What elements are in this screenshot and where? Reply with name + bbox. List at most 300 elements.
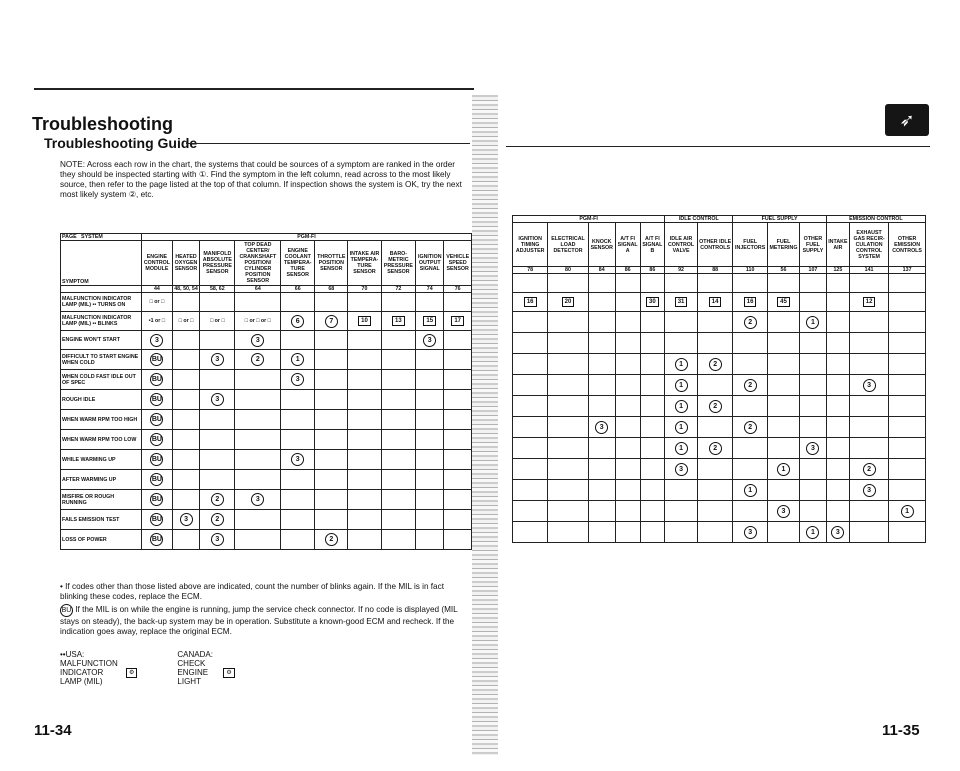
rank-cell — [640, 417, 665, 438]
rank-cell — [733, 293, 767, 312]
rank-cell — [615, 375, 640, 396]
rank-cell — [665, 459, 698, 480]
rank-cell — [665, 480, 698, 501]
rank-cell — [281, 293, 315, 312]
left-col-head: HEATED OXYGEN SENSOR — [172, 241, 199, 286]
right-page-ref: 107 — [800, 267, 827, 274]
rank-cell — [348, 410, 381, 430]
rank-cell — [849, 480, 888, 501]
rank-cell — [767, 522, 799, 543]
rank-cell — [381, 450, 416, 470]
rank-cell — [889, 480, 926, 501]
rank-cell — [513, 501, 548, 522]
rank-cell — [315, 530, 348, 550]
rank-cell — [513, 293, 548, 312]
rank-cell: □ or □ or □ — [235, 312, 281, 331]
rank-cell — [200, 293, 235, 312]
lamp-legend — [60, 650, 235, 686]
rank-cell — [444, 530, 472, 550]
rank-cell — [172, 450, 199, 470]
symptom-cell: WHEN WARM RPM TOO LOW — [61, 430, 142, 450]
rank-cell — [348, 470, 381, 490]
rank-cell — [767, 312, 799, 333]
footnote-1: • If codes other than those listed above are indicated, count the number of blinks again. If the MIL is in fact blinking these codes, replace the ECM. — [60, 582, 444, 601]
rank-cell — [513, 459, 548, 480]
table-row — [513, 501, 926, 522]
rank-cell — [826, 312, 849, 333]
rank-cell — [315, 370, 348, 390]
table-row — [61, 312, 472, 331]
rank-mark: 2 — [251, 353, 264, 366]
rank-cell — [800, 312, 827, 333]
right-page-row — [513, 267, 926, 274]
rank-cell — [142, 390, 173, 410]
rank-cell — [513, 396, 548, 417]
rank-cell — [172, 430, 199, 450]
right-page-ref: 80 — [548, 267, 588, 274]
rank-cell — [733, 312, 767, 333]
backup-mark: BU — [150, 433, 163, 446]
rank-cell — [416, 470, 444, 490]
rank-mark: 1 — [806, 526, 819, 539]
footnote-2-text: If the MIL is on while the engine is running, jump the service check connector. If no code is displayed (MIL stays on steady), the back-up system may be in operation. Substitute a known-good ECM and recheck. If the indication goes away, replace the original ECM. — [60, 605, 458, 636]
symptom-cell: MALFUNCTION INDICATOR LAMP (MIL) •• BLINKS — [61, 312, 142, 331]
rank-cell — [665, 274, 698, 293]
rank-mark: 1 — [901, 505, 914, 518]
rank-cell — [615, 459, 640, 480]
rank-cell — [849, 417, 888, 438]
rank-cell — [444, 410, 472, 430]
rank-cell — [281, 312, 315, 331]
rank-cell — [381, 390, 416, 410]
rank-cell — [849, 438, 888, 459]
right-col-head: OTHER FUEL SUPPLY — [800, 223, 827, 267]
rank-cell — [588, 438, 615, 459]
left-col-head: MANIFOLD ABSOLUTE PRESSURE SENSOR — [200, 241, 235, 286]
footnote-1-text: If codes other than those listed above are indicated, count the number of blinks again. If the MIL is in fact blinking these codes, replace the ECM. — [60, 582, 444, 601]
rank-cell — [889, 274, 926, 293]
rank-cell — [826, 417, 849, 438]
rank-mark: 1 — [675, 442, 688, 455]
table-row — [513, 312, 926, 333]
right-group-row — [513, 216, 926, 223]
rank-cell — [615, 396, 640, 417]
page-number-right: 11-35 — [882, 722, 920, 739]
rank-cell — [665, 293, 698, 312]
rank-cell — [826, 274, 849, 293]
rank-cell — [767, 375, 799, 396]
rank-cell — [200, 530, 235, 550]
left-col-head: ENGINE COOLANT TEMPERA- TURE SENSOR — [281, 241, 315, 286]
rank-cell — [588, 480, 615, 501]
rank-cell — [767, 501, 799, 522]
code-mark: 13 — [392, 316, 405, 326]
table-row — [61, 331, 472, 350]
rank-cell — [416, 331, 444, 350]
rank-cell — [281, 450, 315, 470]
rank-cell — [200, 331, 235, 350]
rank-cell — [588, 396, 615, 417]
rank-cell — [315, 450, 348, 470]
left-col-head: BARO- METRIC PRESSURE SENSOR — [381, 241, 416, 286]
table-row — [513, 274, 926, 293]
rank-cell — [142, 490, 173, 510]
rank-cell — [348, 490, 381, 510]
rank-cell — [767, 396, 799, 417]
backup-mark: BU — [150, 353, 163, 366]
right-col-head: FUEL METERING — [767, 223, 799, 267]
rank-cell — [640, 354, 665, 375]
rank-cell — [235, 331, 281, 350]
rank-cell — [826, 522, 849, 543]
rank-mark: 2 — [709, 442, 722, 455]
page-title: Troubleshooting — [32, 114, 173, 134]
right-col-head: OTHER EMISSION CONTROLS — [889, 223, 926, 267]
rank-cell — [800, 293, 827, 312]
rank-cell — [513, 417, 548, 438]
rank-mark: 1 — [806, 316, 819, 329]
rank-cell — [381, 530, 416, 550]
table-row — [61, 470, 472, 490]
symptom-cell: WHEN WARM RPM TOO HIGH — [61, 410, 142, 430]
blank — [61, 286, 142, 293]
backup-mark: BU — [150, 473, 163, 486]
rank-cell — [281, 510, 315, 530]
rank-cell — [142, 450, 173, 470]
rank-cell — [444, 350, 472, 370]
usa-label: ••USA: — [60, 650, 85, 659]
right-col-head: ELECTRICAL LOAD DETECTOR — [548, 223, 588, 267]
rank-cell — [381, 350, 416, 370]
rank-cell — [548, 396, 588, 417]
rank-cell — [733, 522, 767, 543]
rank-cell — [142, 331, 173, 350]
code-mark: 20 — [562, 297, 575, 307]
right-page-ref: 56 — [767, 267, 799, 274]
right-col-head: IGNITION TIMING ADJUSTER — [513, 223, 548, 267]
book-spine — [472, 95, 498, 755]
rank-cell — [281, 490, 315, 510]
rank-cell — [588, 312, 615, 333]
rank-cell — [142, 350, 173, 370]
rank-mark: 3 — [675, 463, 688, 476]
rank-cell — [200, 470, 235, 490]
rank-cell — [889, 438, 926, 459]
page-label: PAGE SYSTEM — [61, 234, 142, 241]
rank-cell — [172, 370, 199, 390]
rank-cell — [800, 396, 827, 417]
table-row — [61, 293, 472, 312]
rank-cell — [697, 333, 733, 354]
rank-cell — [889, 396, 926, 417]
right-col-head: EXHAUST GAS RECIR- CULATION CONTROL SYSTEM — [849, 223, 888, 267]
rank-cell — [697, 396, 733, 417]
rank-cell — [640, 274, 665, 293]
rank-cell — [200, 430, 235, 450]
rank-cell — [444, 293, 472, 312]
rank-cell — [235, 370, 281, 390]
right-page-ref: 88 — [697, 267, 733, 274]
rank-cell — [142, 370, 173, 390]
right-page-ref: 110 — [733, 267, 767, 274]
rank-cell — [315, 350, 348, 370]
canada-label: CANADA: — [177, 650, 213, 659]
rank-cell — [281, 331, 315, 350]
page-subtitle: Troubleshooting Guide — [44, 135, 198, 151]
rank-mark: 3 — [595, 421, 608, 434]
rank-cell — [235, 293, 281, 312]
rank-cell — [548, 480, 588, 501]
right-group: IDLE CONTROL — [665, 216, 733, 223]
left-page-ref: 68 — [315, 286, 348, 293]
rank-cell — [444, 430, 472, 450]
backup-mark: BU — [150, 413, 163, 426]
rank-cell — [444, 510, 472, 530]
rank-mark: 1 — [291, 353, 304, 366]
rank-cell — [800, 417, 827, 438]
rank-cell — [889, 312, 926, 333]
rank-cell — [849, 396, 888, 417]
table-row — [61, 530, 472, 550]
usa-legend — [60, 650, 137, 686]
engine-lamp-icon: ⚙ — [126, 668, 137, 678]
rank-cell — [889, 293, 926, 312]
rank-cell — [200, 510, 235, 530]
top-rule — [34, 88, 474, 90]
right-page-ref: 92 — [665, 267, 698, 274]
rank-mark: 3 — [806, 442, 819, 455]
rank-cell — [142, 510, 173, 530]
rank-mark: 3 — [150, 334, 163, 347]
rank-cell — [235, 390, 281, 410]
rank-mark: 1 — [675, 400, 688, 413]
code-mark: 45 — [777, 297, 790, 307]
rank-mark: 3 — [251, 334, 264, 347]
rank-cell — [889, 522, 926, 543]
rank-cell — [172, 510, 199, 530]
rank-cell — [800, 480, 827, 501]
rank-cell — [849, 274, 888, 293]
rank-cell — [548, 417, 588, 438]
rank-cell — [172, 293, 199, 312]
rank-cell — [548, 354, 588, 375]
rank-cell — [889, 417, 926, 438]
rank-cell — [513, 375, 548, 396]
left-col-row — [61, 241, 472, 286]
rank-cell — [235, 490, 281, 510]
rank-cell — [172, 470, 199, 490]
rank-cell — [665, 417, 698, 438]
rank-mark: 2 — [744, 379, 757, 392]
rank-cell — [640, 396, 665, 417]
rank-cell — [548, 501, 588, 522]
rank-cell — [615, 480, 640, 501]
rank-cell — [348, 390, 381, 410]
rank-cell — [513, 274, 548, 293]
rank-cell — [315, 430, 348, 450]
rank-cell — [315, 312, 348, 331]
rank-cell — [315, 293, 348, 312]
canada-legend — [177, 650, 234, 686]
rank-cell — [548, 293, 588, 312]
left-symptom-table — [60, 233, 472, 550]
rank-cell — [513, 312, 548, 333]
right-col-head: INTAKE AIR — [826, 223, 849, 267]
rank-cell — [200, 390, 235, 410]
rank-cell: □ or □ — [172, 312, 199, 331]
rank-cell — [800, 501, 827, 522]
left-page-ref: 48, 50, 54 — [174, 286, 198, 292]
symptom-cell: ENGINE WON'T START — [61, 331, 142, 350]
rank-cell — [416, 293, 444, 312]
rank-cell — [444, 470, 472, 490]
rank-mark: 2 — [211, 513, 224, 526]
left-col-head: IGNITION OUTPUT SIGNAL — [416, 241, 444, 286]
rank-cell — [416, 390, 444, 410]
rank-mark: 7 — [325, 315, 338, 328]
rank-cell — [281, 470, 315, 490]
rank-cell — [235, 450, 281, 470]
rank-cell — [767, 438, 799, 459]
rank-mark: 2 — [744, 316, 757, 329]
right-group: FUEL SUPPLY — [733, 216, 826, 223]
rank-cell — [513, 354, 548, 375]
rank-cell — [172, 350, 199, 370]
rank-cell — [826, 501, 849, 522]
rank-cell — [416, 530, 444, 550]
usa-lamp-label: MALFUNCTION INDICATOR LAMP (MIL) — [60, 659, 118, 686]
rank-cell — [315, 331, 348, 350]
rank-cell — [733, 375, 767, 396]
rank-mark: 3 — [423, 334, 436, 347]
rank-cell — [733, 396, 767, 417]
symptom-cell: MISFIRE OR ROUGH RUNNING — [61, 490, 142, 510]
backup-icon: BU — [60, 604, 73, 617]
rank-cell — [513, 438, 548, 459]
right-col-head: FUEL INJECTORS — [733, 223, 767, 267]
rank-cell — [548, 459, 588, 480]
rank-cell — [416, 350, 444, 370]
right-page-ref: 141 — [849, 267, 888, 274]
symptom-cell: AFTER WARMING UP — [61, 470, 142, 490]
rank-cell — [416, 312, 444, 331]
rank-cell — [444, 390, 472, 410]
code-mark: 16 — [524, 297, 537, 307]
rank-cell — [826, 375, 849, 396]
rank-cell — [381, 312, 416, 331]
rank-cell — [697, 312, 733, 333]
rank-cell — [416, 490, 444, 510]
rank-cell — [826, 480, 849, 501]
rank-cell — [640, 459, 665, 480]
rank-cell — [588, 501, 615, 522]
rank-cell — [615, 417, 640, 438]
rank-cell — [889, 354, 926, 375]
right-page-ref: 125 — [826, 267, 849, 274]
rank-cell — [826, 333, 849, 354]
table-row — [61, 510, 472, 530]
left-page-ref: 74 — [416, 286, 444, 293]
backup-mark: BU — [150, 493, 163, 506]
rank-cell — [697, 438, 733, 459]
rank-cell — [849, 312, 888, 333]
symptom-cell: MALFUNCTION INDICATOR LAMP (MIL) •• TURNS ON — [61, 293, 142, 312]
rank-cell — [640, 438, 665, 459]
right-rule — [506, 146, 930, 147]
table-row — [513, 438, 926, 459]
note-text: NOTE: Across each row in the chart, the systems that could be sources of a symptom are ranked in the order they should be inspected starting with ①. Find the symptom in the left column, read across to the most likely source, then refer to the page listed at the top of that column. If inspection shows the system is OK, try the next most likely system ②, etc. — [60, 160, 462, 199]
rank-cell — [640, 312, 665, 333]
rank-cell — [200, 490, 235, 510]
right-page-ref: 78 — [513, 267, 548, 274]
rank-cell — [588, 274, 615, 293]
rank-cell — [142, 430, 173, 450]
rank-cell — [665, 375, 698, 396]
rank-cell — [767, 459, 799, 480]
rank-cell — [733, 438, 767, 459]
rank-cell — [640, 480, 665, 501]
symptom-cell: WHILE WARMING UP — [61, 450, 142, 470]
rank-cell: •1 or □ — [142, 312, 173, 331]
rank-cell — [444, 312, 472, 331]
symptom-cell: FAILS EMISSION TEST — [61, 510, 142, 530]
rank-mark: 2 — [325, 533, 338, 546]
rank-cell — [767, 333, 799, 354]
rank-cell — [235, 430, 281, 450]
rank-mark: 1 — [675, 379, 688, 392]
rank-cell — [348, 510, 381, 530]
rank-cell — [733, 333, 767, 354]
right-page-ref: 137 — [889, 267, 926, 274]
code-mark: 10 — [358, 316, 371, 326]
right-col-head: IDLE AIR CONTROL VALVE — [665, 223, 698, 267]
rank-cell — [588, 333, 615, 354]
rank-mark: 1 — [675, 421, 688, 434]
right-symptom-table — [512, 215, 926, 543]
rank-cell — [733, 274, 767, 293]
rank-cell — [548, 333, 588, 354]
rank-cell — [665, 438, 698, 459]
rank-cell — [640, 375, 665, 396]
symptom-cell: ROUGH IDLE — [61, 390, 142, 410]
code-mark: 30 — [646, 297, 659, 307]
rank-mark: 2 — [744, 421, 757, 434]
left-col-head: THROTTLE POSITION SENSOR — [315, 241, 348, 286]
left-page-ref: 76 — [444, 286, 472, 293]
rank-cell — [615, 312, 640, 333]
rank-cell — [172, 390, 199, 410]
rank-cell — [615, 333, 640, 354]
car-tab-icon: ➶ — [885, 104, 929, 136]
rank-mark: 2 — [709, 400, 722, 413]
table-row — [61, 430, 472, 450]
rank-cell — [588, 375, 615, 396]
left-page-ref: 72 — [381, 286, 416, 293]
rank-mark: 3 — [291, 453, 304, 466]
rank-cell — [200, 350, 235, 370]
rank-cell — [849, 522, 888, 543]
right-col-head: KNOCK SENSOR — [588, 223, 615, 267]
rank-cell — [849, 459, 888, 480]
rank-cell — [588, 293, 615, 312]
rank-cell — [849, 293, 888, 312]
rank-cell — [381, 410, 416, 430]
rank-cell — [381, 331, 416, 350]
rank-cell — [281, 370, 315, 390]
rank-cell — [697, 293, 733, 312]
rank-cell — [172, 410, 199, 430]
rank-cell — [416, 430, 444, 450]
